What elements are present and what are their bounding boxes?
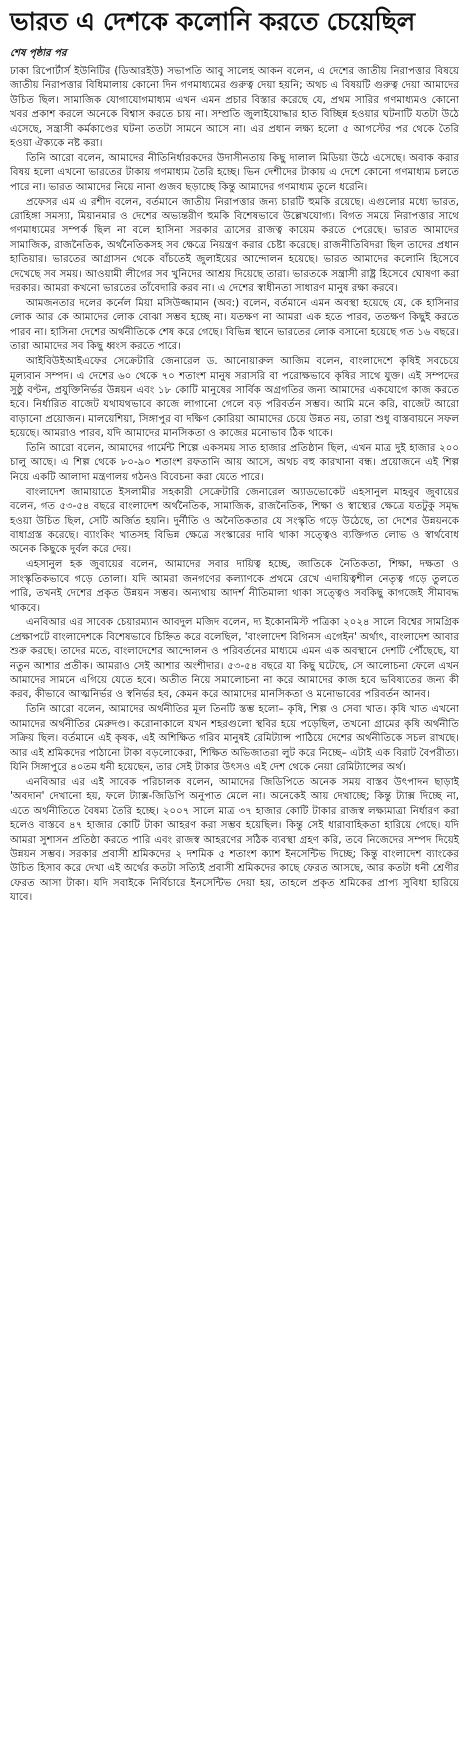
paragraph: আইবিউইআইএফের সেক্রেটারি জেনারেল ড. আনোয়ারুল আজিম বলেন, বাংলাদেশে কৃষিই সবচেয়ে মূল্যবান সম্পদ। এ দেশের ৬০ থেকে ৭০ শতাংশ মানুষ সরাসরি বা পরোক্ষভাবে কৃষির সাথে যুক্ত। এই সম্পদের সুষ্ঠু বণ্টন, প্রযুক্তিনির্ভর উন্নয়ন এবং ১৮ কোটি মানুষের সার্বিক অগ্রগতির জন্য আমাদের একযোগে কাজ করতে হবে। নির্ধারিত বাজেট যথাযথভাবে কাজে লাগানো গেলে বড় পরিবর্তন সম্ভব। আমি মনে করি, বাজেট আরো বাড়ানো প্রয়োজন। মালয়েশিয়া, সিঙ্গাপুর বা দক্ষিণ কোরিয়া আমাদের চেয়ে উন্নত নয়, তারা শুধু বাস্তবায়নে সফল হয়েছে। আমরাও পারব, যদি আমাদের মানসিকতা ও কাজের মনোভাব ঠিক থাকে। <box>10 356 459 440</box>
paragraph: তিনি আরো বলেন, আমাদের অর্থনীতির মূল তিনটি স্তম্ভ হলো– কৃষি, শিল্প ও সেবা খাত। কৃষি খাত এখনো আমাদের অর্থনীতির মেরুদণ্ড। করোনাকালে যখন শহরগুলো স্থবির হয়ে পড়েছিল, তখনো গ্রামের কৃষি অর্থনীতি সক্রিয় ছিল। বর্তমানে এই কৃষক, এই অশিক্ষিত গরিব মানুষই রেমিট্যান্স পাঠিয়ে দেশের অর্থনীতিকে সচল রাখছে। আর এই শ্রমিকদের পাঠানো টাকা বড়লোকেরা, শিক্ষিত অভিজাতরা লুট করে নিচ্ছে– এটাই এক বিরাট বৈপরীত্য। যিনি সিঙ্গাপুরে ৪০তম ধনী হয়েছেন, তার সেই টাকার উৎসও এই দেশ থেকে নেয়া রেমিট্যান্সের অর্থ। <box>10 704 459 773</box>
article-body <box>10 65 459 906</box>
paragraph: এনবিআর এর সাবেক চেয়ারম্যান আবদুল মজিদ বলেন, দ্য ইকোনমিস্ট পত্রিকা ২০২৪ সালে বিশ্বের সামগ্রিক প্রেক্ষাপটে বাংলাদেশকে বিশেষভাবে চিহ্নিত করে বলেছিল, 'বাংলাদেশ বিগিনস এগেইন' অর্থাৎ, বাংলাদেশ আবার শুরু করছে। তাদের মতে, বাংলাদেশের আন্দোলন ও পরিবর্তনের মাধ্যমে এমন এক অবস্থানে দেশটি পৌঁছেছে, যা নতুন আশার প্রতীক। আমরাও সেই আশার অংশীদার। ৫৩-৫৪ বছরে যা কিছু ঘটেছে, সে আলোচনা ফেলে এখন আমাদের সামনে এগিয়ে যেতে হবে। অতীত নিয়ে সমালোচনা না করে আমাদের কাজ হবে ভবিষ্যতের জন্য কী করব, কীভাবে আত্মনির্ভর ও স্বনির্ভর হব, কেমন করে আমাদের মানসিকতা ও মনোভাবের পরিবর্তন আনব। <box>10 617 459 701</box>
paragraph: এহসানুল হক জুবায়ের বলেন, আমাদের সবার দায়িত্ব হচ্ছে, জাতিকে নৈতিকতা, শিক্ষা, দক্ষতা ও সাংস্কৃতিকভাবে গড়ে তোলা। যদি আমরা জনগণের কল্যাণকে প্রথমে রেখে এদায়িত্বশীল নেতৃত্ব গড়ে তুলতে পারি, তখনই দেশের প্রকৃত উন্নয়ন সম্ভব। অন্যথায় আদর্শ নীতিমালা থাকা সত্ত্বেও সবকিছু কাগজেই সীমাবদ্ধ থাকবে। <box>10 559 459 614</box>
paragraph: এনবিআর এর এই সাবেক পরিচালক বলেন, আমাদের জিডিপিতে অনেক সময় বাস্তব উৎপাদন ছাড়াই 'অবদান' দেখানো হয়, ফলে ট্যাক্স-জিডিপি অনুপাত মেলে না। অনেকেই আয় দেখাচ্ছে; কিন্তু ট্যাক্স দিচ্ছে না, এতে অর্থনীতিতে বৈষম্য তৈরি হচ্ছে। ২০০৭ সালে মাত্র ৩৭ হাজার কোটি টাকার রাজস্ব লক্ষ্যমাত্রা নির্ধারণ করা হলেও বাস্তবে ৪৭ হাজার কোটি টাকা আহরণ করা সম্ভব হয়েছিল। কিন্তু সেই ধারাবাহিকতা হারিয়ে গেছে। যদি আমরা সুশাসন প্রতিষ্ঠা করতে পারি এবং রাজস্ব আহরণের সঠিক ব্যবস্থা গ্রহণ করি, তবে নিজেদের সম্পদ দিয়েই উন্নয়ন সম্ভব। সরকার প্রবাসী শ্রমিকদের ২ দশমিক ৫ শতাংশ ক্যাশ ইনসেন্টিভ দিচ্ছে; কিন্তু বাংলাদেশ ব্যাংকের উচিত হিসাব করে দেখা এই অর্থের কতটা সত্যিই প্রবাসী শ্রমিকদের কাছে ফেরত আসছে, আর কতটা ধনী শ্রেণীর ফেরত আসা টাকা। যদি সবাইকে নির্বিচারে ইনসেন্টিভ দেয়া হয়, তাহলে প্রকৃত শ্রমিকের প্রাপ্য সুবিধা হারিয়ে যাবে। <box>10 776 459 904</box>
article-headline: ভারত এ দেশকে কলোনি করতে চেয়েছিল <box>10 7 415 36</box>
paragraph: বাংলাদেশ জামায়াতে ইসলামীর সহকারী সেক্রেটারি জেনারেল অ্যাডভোকেট এহসানুল মাহবুব জুবায়ের বলেন, গত ৫৩-৫৪ বছরে বাংলাদেশ অর্থনৈতিক, সামাজিক, রাজনৈতিক, শিক্ষা ও স্বাস্থ্যের ক্ষেত্রে যতটুকু সমৃদ্ধ হওয়া উচিত ছিল, সেটি অর্জিত হয়নি। দুর্নীতি ও অনৈতিকতার যে সংস্কৃতি গড়ে উঠেছে, তা দেশের উন্নয়নকে বাধাগ্রস্ত করেছে। ব্যাংকিং খাতসহ বিভিন্ন ক্ষেত্রে সংস্কারের দাবি থাকা সত্ত্বেও ব্যক্তিগত লোভ ও স্বার্থবোধ অনেক কিছুকে দুর্বল করে দেয়। <box>10 486 459 556</box>
continued-from-label: শেষ পৃষ্ঠার পর <box>10 48 67 59</box>
paragraph: তিনি আরো বলেন, আমাদের গার্মেন্ট শিল্পে একসময় সাত হাজার প্রতিষ্ঠান ছিল, এখন মাত্র দুই হাজার ২০০ চালু আছে। এ শিল্প থেকে ৮০-৯০ শতাংশ রফতানি আয় আসে, অথচ বহু কারখানা বন্ধ। প্রয়োজনে এই শিল্প নিয়ে একটি আলাদা মন্ত্রণালয় গঠনও বিবেচনা করা যেতে পারে। <box>10 443 459 483</box>
paragraph: ঢাকা রিপোর্টার্স ইউনিটির (ডিআরইউ) সভাপতি আবু সালেহ আকন বলেন, এ দেশের জাতীয় নিরাপত্তার বিষয়ে জাতীয় নিরাপত্তার বিধিমালায় কোনো দিন গণমাধ্যমের গুরুত্ব দেয়া হয়নি; অথচ এ বিষয়টি গুরুত্ব দেয়া আমাদের উচিত ছিল। সামাজিক যোগাযোগমাধ্যম এখন এমন প্রচার বিস্তার করেছে যে, প্রথম সারির গণমাধ্যমও কোনো খবর প্রকাশ করলে অনেকে বিশ্বাস করতে চায় না। সম্প্রতি জুলাইযোদ্ধার হাত বিচ্ছিন্ন হওয়ার ঘটনাটি যতটা উঠে এসেছে, সন্ত্রাসী কর্মকাণ্ডের ঘটনা ততটা সামনে আসে না। এর প্রধান লক্ষ্য হলো ৫ আগস্টের পর থেকে তৈরি হওয়া ঐক্যকে নষ্ট করা। <box>10 66 459 150</box>
paragraph: আমজনতার দলের কর্নেল মিয়া মসিউজ্জামান (অব:) বলেন, বর্তমানে এমন অবস্থা হয়েছে যে, কে হাসিনার লোক আর কে আমাদের লোক বোঝা সম্ভব হচ্ছে না। যতক্ষণ না আমরা এক হতে পারব, ততক্ষণ কিছুই করতে পারব না। হাসিনা দেশের অর্থনীতিকে শেষ করে গেছে। বিভিন্ন স্থানে ভারতের লোক বসানো হয়েছে গত ১৬ বছরে। তারা আমাদের সব কিছু ধ্বংস করতে পারে। <box>10 298 459 353</box>
paragraph: প্রফেসর এম এ রশীদ বলেন, বর্তমানে জাতীয় নিরাপত্তার জন্য চারটি হুমকি রয়েছে। এগুলোর মধ্যে ভারত, রোহিঙ্গা সমস্যা, মিয়ানমার ও দেশের অভ্যন্তরীণ হুমকি বিশেষভাবে উল্লেখযোগ্য। বিগত সময়ে নিরাপত্তার সাথে গণমাধ্যমের সম্পর্ক ছিল না বলে হাসিনা সরকার ত্রাসের রাজত্ব কায়েম করতে পেরেছে। ভারত আমাদের সামাজিক, রাজনৈতিক, অর্থনৈতিকসহ সব ক্ষেত্রে নিয়ন্ত্রণ করার চেষ্টা করেছে। রাজনীতিবিদরা ছিল তাদের প্রধান হাতিয়ার। ভারতের আগ্রাসন থেকে বাঁচতেই জুলাইয়ের আন্দোলন হয়েছে। ভারত আমাদের কলোনি হিসেবে দেখেছে সব সময়। আওয়ামী লীগের সব খুনিদের আশ্রয় দিয়েছে তারা। ভারতকে সন্ত্রাসী রাষ্ট্র হিসেবে ঘোষণা করা দরকার। আমরা কখনো ভারতের তাঁবেদারি করব না। এ দেশের স্বাধীনতা সাধারণ মানুষ রক্ষা করবে। <box>10 196 459 295</box>
paragraph: তিনি আরো বলেন, আমাদের নীতিনির্ধারকদের উদাসীনতায় কিছু দালাল মিডিয়া উঠে এসেছে। অবাক করার বিষয় হলো এখনো ভারতের টাকায় গণমাধ্যম তৈরি হচ্ছে। ভিন দেশীদের টাকায় এ দেশে কোনো গণমাধ্যম চলতে পারে না। ভারত আমাদের নিয়ে নানা গুজব ছড়াচ্ছে কিন্তু আমাদের গণমাধ্যম তুলে ধরেনি। <box>10 152 459 193</box>
